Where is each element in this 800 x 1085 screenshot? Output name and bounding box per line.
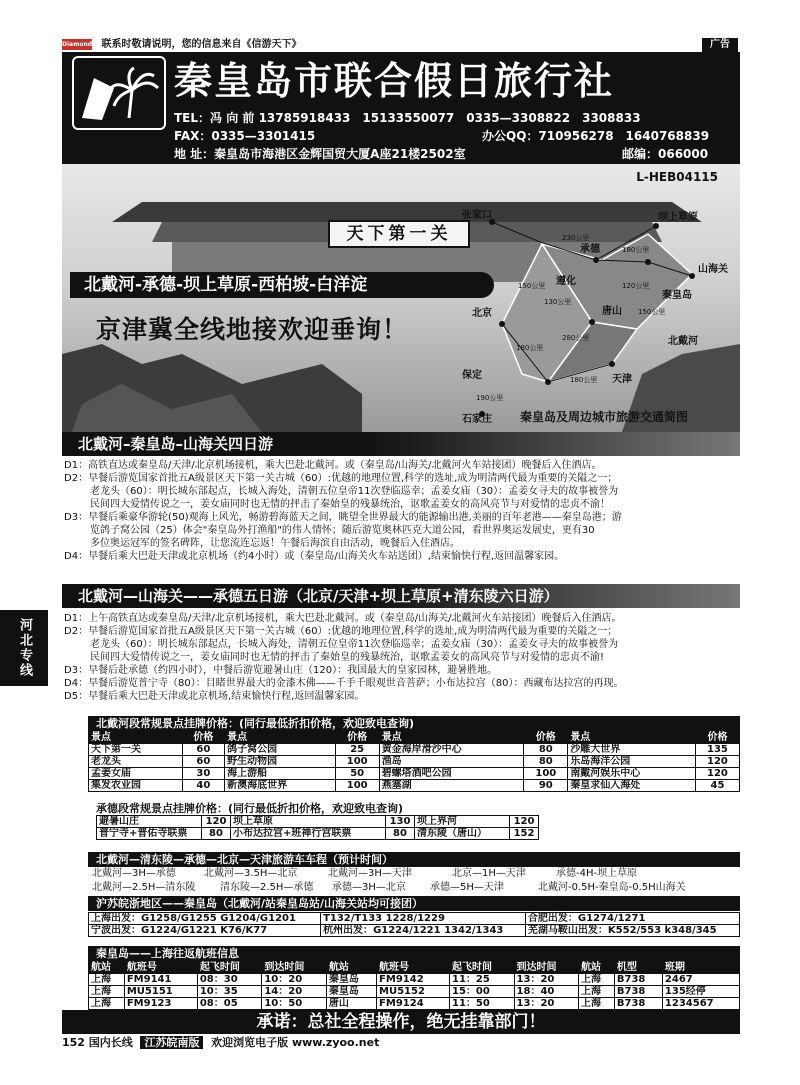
map-city-label: 秦皇岛 xyxy=(662,290,692,301)
map-city-label: 北戴河 xyxy=(668,336,698,347)
train-table xyxy=(88,912,740,937)
map-distance-label: 150公里 xyxy=(518,282,546,290)
table-row: 老龙头 60 野生动物园 100 渔岛 80 乐岛海洋公园 120 xyxy=(89,756,740,768)
map-city-label: 坝上草原 xyxy=(658,212,698,223)
itinerary-line: 老龙头（60）：明长城东部起点，长城入海处，清朝五位皇帝11次登临巡幸；孟姜女庙（30）：孟姜女寻夫的故事被誉为 xyxy=(90,639,619,650)
route-title: 北戴河-承德-坝上草原-西柏坡-白洋淀 xyxy=(70,272,494,298)
publication-logo: Diamond xyxy=(62,40,93,48)
page-number: 152 国内长线 xyxy=(62,1036,133,1049)
map-point xyxy=(545,379,551,385)
map-distance-label: 180公里 xyxy=(570,376,598,384)
map-point xyxy=(499,321,505,327)
itinerary-line: D3：早餐后乘豪华游轮(50)观海上风光，畅游碧海蓝天之间，眺望全世界最大的能源输出港,美丽的百年老港——秦皇岛港；游 xyxy=(64,512,622,523)
map-city-label: 天津 xyxy=(612,374,632,385)
map-city-label: 张家口 xyxy=(462,210,492,221)
itinerary-line: 老龙头（60）：明长城东部起点，长城入海处，清朝五位皇帝11次登临巡幸；孟姜女庙（30）：孟姜女寻夫的故事被誉为 xyxy=(90,486,619,497)
flight-table xyxy=(88,961,740,1010)
bus-title: 北戴河—清东陵—承德—北京—天津旅游车车程（预计时间） xyxy=(88,852,740,867)
table-row: 上海 FM9141 08：30 10：20 秦皇岛 FM9142 11：25 13：20 上海 B738 2467 xyxy=(89,974,740,986)
map-distance-label: 130公里 xyxy=(544,298,572,306)
table-row: 避暑山庄 120 坝上草原 130 坝上界河 120 xyxy=(97,816,539,828)
hero-banner xyxy=(62,164,740,432)
gate-sign: 天下第一关 xyxy=(328,220,470,248)
table-row: 孟姜女庙 30 海上游船 50 碧螺塔酒吧公园 100 南戴河娱乐中心 120 xyxy=(89,768,740,780)
itinerary-line: D2：早餐后游览国家首批五A级景区天下第一关古城（60）:优越的地理位置,科学的选址,成为明清两代最为重要的关隘之一； xyxy=(64,626,618,637)
bus-line-1: 北戴河—3H—承德 北戴河—3.5H—北京 北戴河—3H—天津 北京—1H—天津 承德-4H-坝上草原 xyxy=(92,868,638,879)
table-row: 上海出发：G1258/G1255 G1204/G1201 T132/T133 1228/1229 合肥出发：G1274/1271 xyxy=(89,913,740,925)
itinerary-line: D4：早餐后游览普宁寺（80）：目睹世界最大的金漆木佛——千手千眼观世音菩萨；小布达拉宫（80）：西藏布达拉宫的再现。 xyxy=(64,678,624,689)
map-distance-label: 190公里 xyxy=(476,394,504,402)
map-distance-label: 280公里 xyxy=(562,334,590,342)
map-distance-label: 150公里 xyxy=(638,308,666,316)
map-city-label: 山海关 xyxy=(698,264,728,275)
promise-banner: 承诺：总社全程操作，绝无挂靠部门！ xyxy=(62,1010,740,1034)
table-row: 上海 MU5151 10：35 14：20 秦皇岛 MU5152 15：00 18：40 上海 B738 135经停 xyxy=(89,986,740,998)
map-point xyxy=(609,361,615,367)
table-header-row: 航站 航班号 起飞时间 到达时间 航站 航班号 起飞时间 到达时间 航站 机型 班期 xyxy=(89,962,740,974)
table-row: 普宁寺+普佑寺联票 80 小布达拉宫+班禅行宫联票 80 清东陵（唐山） 152 xyxy=(97,828,539,840)
trip1-title: 北戴河–秦皇岛–山海关四日游 xyxy=(62,432,740,456)
map-distance-label: 230公里 xyxy=(562,234,590,242)
itinerary-line: D5：早餐后乘大巴赴天津或北京机场,结束愉快行程,返回温馨家园。 xyxy=(64,691,365,702)
edition-tag: 江苏皖南版 xyxy=(140,1036,203,1049)
price2-title: 承德段常规景点挂牌价格：(同行最低折扣价格，欢迎致电查询) xyxy=(96,802,404,815)
agency-name: 秦皇岛市联合假日旅行社 xyxy=(174,59,615,103)
map-point xyxy=(593,257,599,263)
table-row: 宁波出发：G1224/G1221 K76/K77 杭州出发：G1224/1221 1342/1343 芜湖马鞍山出发：K552/553 k348/345 xyxy=(89,925,740,937)
ad-tag: 广告 xyxy=(702,38,738,52)
bus-line-2: 北戴河—2.5H—清东陵 清东陵—2.5H—承德 承德—3H—北京 承德—5H—天津 北戴河-0.5H-秦皇岛-0.5H山海关 xyxy=(92,882,686,893)
postcode-line: 邮编：066000 xyxy=(622,147,709,161)
price1-title: 北戴河段常规景点挂牌价格：(同行最低折扣价格，欢迎致电查询) xyxy=(88,716,740,731)
table-row: 集发农业园 40 新澳海底世界 100 燕塞湖 90 秦皇求仙入海处 45 xyxy=(89,780,740,792)
flight-title: 秦皇岛——上海往返航班信息 xyxy=(88,946,740,961)
table-header-row: 景点 价格 景点 价格 景点 价格 景点 价格 xyxy=(89,732,740,744)
trip2-title: 北戴河—山海关——承德五日游（北京/天津+坝上草原+清东陵六日游） xyxy=(62,584,740,608)
map-city-label: 北京 xyxy=(472,308,492,319)
license-code: L-HEB04115 xyxy=(636,170,718,184)
map-city-label: 保定 xyxy=(462,370,482,381)
price2-table xyxy=(96,815,539,840)
top-notice-bar xyxy=(62,38,740,52)
map-city-label: 唐山 xyxy=(602,306,622,317)
map-city-label: 遵化 xyxy=(556,276,576,287)
map-distance-label: 180公里 xyxy=(516,344,544,352)
page-footer xyxy=(62,1036,379,1050)
tel-line: TEL：冯 向 前 13785918433 15133550077 0335—3308822 3308833 xyxy=(174,111,641,125)
itinerary-line: D1：高铁直达或秦皇岛/天津/北京机场接机，乘大巴赴北戴河。或（秦皇岛/山海关/北戴河火车站接团）晚餐后入住酒店。 xyxy=(64,460,602,471)
itinerary-line: D2：早餐后游览国家首批五A级景区天下第一关古城（60）:优越的地理位置,科学的选址,成为明清两代最为重要的关隘之一； xyxy=(64,473,618,484)
map-distance-label: 180公里 xyxy=(622,246,650,254)
itinerary-line: 民间四大爱情传说之一，姜女庙同时也无情的抨击了秦始皇的残暴统治，讴歌孟姜女的高风亮节与对爱情的忠贞不渝！ xyxy=(90,499,610,510)
trip1-itinerary xyxy=(64,459,738,563)
map-point xyxy=(589,319,595,325)
itinerary-line: 览鸽子窝公园（25）体会"秦皇岛外打渔船"的伟人情怀；随后游览奥林匹克大道公园，看世界奥运发展史，更有30 xyxy=(90,525,595,536)
map-city-label: 承德 xyxy=(580,244,600,255)
map-distance-label: 120公里 xyxy=(622,282,650,290)
welcome-slogan: 京津冀全线地接欢迎垂询！ xyxy=(96,315,409,344)
map-title: 秦皇岛及周边城市旅游交通简图 xyxy=(520,410,689,424)
train-title: 沪苏皖浙地区——秦皇岛（北戴河/站秦皇岛站/山海关站均可接团） xyxy=(88,896,740,911)
fax-line: FAX：0335—3301415 xyxy=(174,129,316,143)
trip2-itinerary xyxy=(64,612,738,703)
itinerary-line: D4：早餐后乘大巴赴天津或北京机场（约4小时）或（秦皇岛/山海关火车站送团）,结束愉快行程,返回温馨家园。 xyxy=(64,551,565,562)
agency-header xyxy=(62,52,740,164)
map-city-label: 石家庄 xyxy=(462,414,492,424)
map-point xyxy=(645,259,651,265)
address-line: 地 址：秦皇岛市海港区金辉国贸大厦A座21楼2502室 xyxy=(174,147,466,161)
price1-table xyxy=(88,731,740,792)
table-row: 天下第一关 60 鸽子窝公园 25 黄金海岸滑沙中心 80 沙雕大世界 135 xyxy=(89,744,740,756)
table-row: 上海 FM9123 08：05 10：50 唐山 FM9124 11：50 13：20 上海 B738 1234567 xyxy=(89,998,740,1010)
itinerary-line: 民间四大爱情传说之一，姜女庙同时也无情的抨击了秦始皇的残暴统治，讴歌孟姜女的高风亮节与对爱情的忠贞不渝! xyxy=(90,652,605,663)
site-link[interactable]: 欢迎浏览电子版 www.zyoo.net xyxy=(211,1036,380,1049)
palm-logo-icon xyxy=(72,56,166,130)
top-notice-text: 联系时敬请说明，您的信息来自《信游天下》 xyxy=(101,39,302,50)
itinerary-line: D1：上午高铁直达或秦皇岛/天津/北京机场接机，乘大巴赴北戴河。或（秦皇岛/山海关/北戴河火车站接团）晚餐后入住酒店。 xyxy=(64,613,622,624)
map-point xyxy=(689,273,695,279)
qq-line: 办公QQ：710956278 1640768839 xyxy=(482,129,710,143)
side-tab: 河北专线 xyxy=(0,610,48,686)
traffic-map xyxy=(462,204,732,424)
itinerary-line: D3：早餐后赴承德（约四小时），中餐后游览避暑山庄（120）：我国最大的皇家园林，避暑胜地。 xyxy=(64,665,498,676)
map-point xyxy=(653,223,659,229)
itinerary-line: 多位奥运冠军的签名碑阵，让您流连忘返！午餐后海滨自由活动，晚餐后入住酒店。 xyxy=(90,538,460,549)
